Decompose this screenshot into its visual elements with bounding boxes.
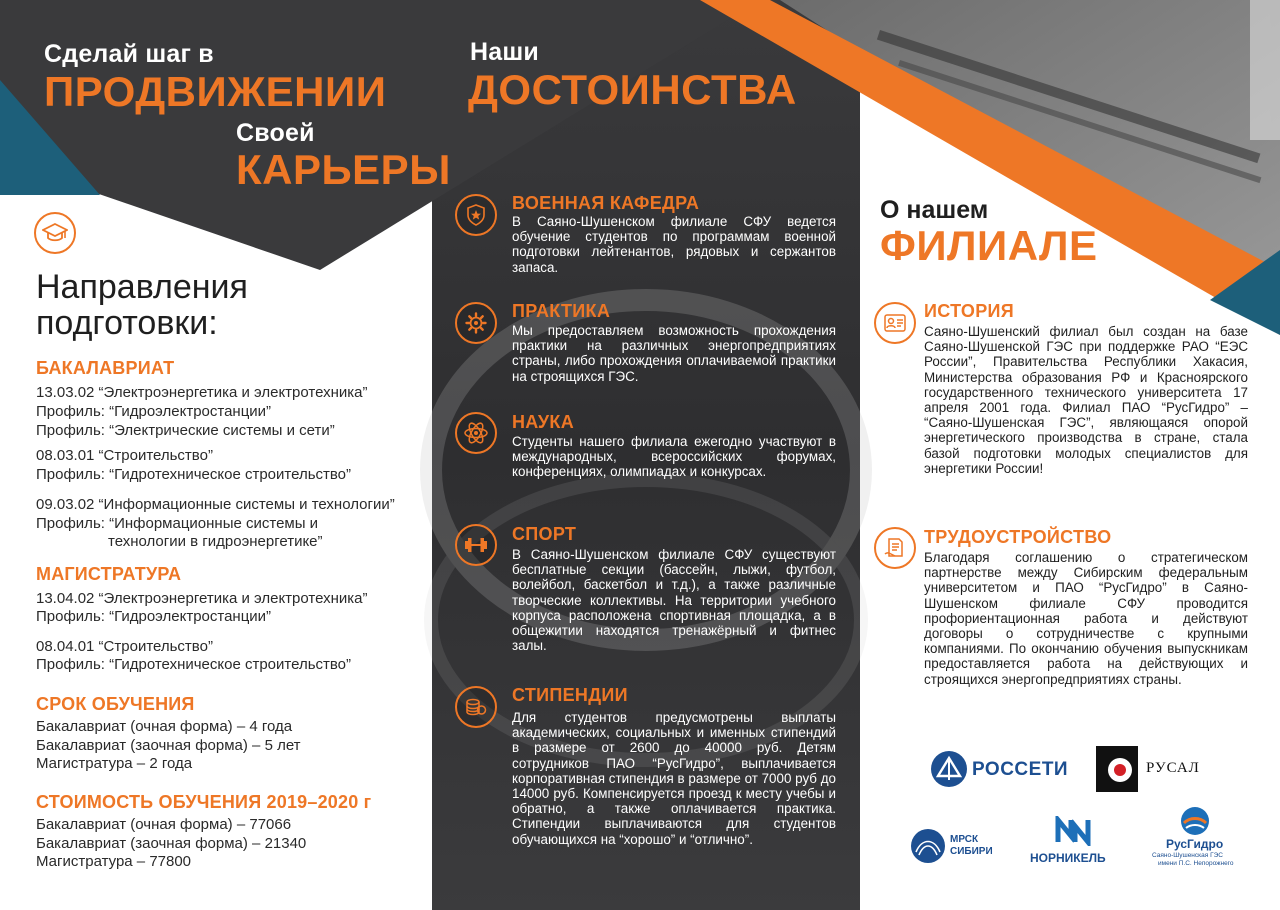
header-mid-line2: ДОСТОИНСТВА: [468, 66, 797, 113]
id-card-icon: [874, 302, 916, 344]
rusal-logo: [1096, 746, 1206, 792]
rushydro-emblem-icon: [1180, 806, 1210, 836]
duration-line: Бакалавриат (заочная форма) – 5 лет: [36, 737, 301, 754]
document-hand-icon: [874, 527, 916, 569]
section-title: ВОЕННАЯ КАФЕДРА: [512, 193, 700, 213]
rushydro-subtitle-1: Саяно-Шушенская ГЭС: [1152, 852, 1223, 859]
master-line: Профиль: “Гидроэлектростанции”: [36, 608, 272, 625]
graduation-cap-icon: [34, 212, 76, 254]
rusal-emblem-icon: [1096, 746, 1138, 792]
atom-icon: [455, 412, 497, 454]
section-title: ПРАКТИКА: [512, 301, 611, 321]
rushydro-logo: [1140, 806, 1250, 870]
nornickel-logo: [1030, 816, 1120, 868]
bachelor-line: 13.03.02 “Электроэнергетика и электротехника”: [36, 384, 368, 401]
duration-line: Бакалавриат (очная форма) – 4 года: [36, 718, 293, 735]
header-left-line3: Своей: [236, 119, 315, 147]
mrsk-line2: СИБИРИ: [950, 846, 993, 857]
section-text: Благодаря соглашению о стратегическом партнерстве между Сибирским федеральным университетом и ПАО “РусГидро” в Саяно-Шушенском филиале СФУ проводится профориентационная работа и действуют договоры о сотрудничестве с крупными компаниями. По окончанию обучения выпускникам предоставляется работа на действующих и строящихся энергопредприятиях страны.: [924, 550, 1248, 687]
nornickel-emblem-icon: [1054, 816, 1092, 846]
cost-line: Магистратура – 77800: [36, 853, 192, 870]
master-line: 13.04.02 “Электроэнергетика и электротехника”: [36, 590, 368, 607]
section-text: Саяно-Шушенский филиал был создан на базе Саяно-Шушенской ГЭС при поддержке РАО “ЕЭС России”, Правительства Республики Хакасия, Министерства образования РФ и Красноярского государственного технического университета 17 апреля 2001 года. Филиал ПАО “РусГидро” – “Саяно-Шушенская ГЭС”, являющаяся опорой энергетического производства в стране, стала базой подготовки молодых специалистов для энергетики России!: [924, 324, 1248, 476]
gear-icon: [455, 302, 497, 344]
bachelor-line: 08.03.01 “Строительство”: [36, 447, 213, 464]
rushydro-subtitle-2: имени П.С. Непорожнего: [1158, 860, 1234, 867]
header-right-line2: ФИЛИАЛЕ: [880, 222, 1098, 269]
section-text: Мы предоставляем возможность прохождения практики на различных энергопредприятиях страны, либо прохождения оплачиваемой практики на строящихся ГЭС.: [512, 323, 836, 384]
rosseti-logo: [930, 748, 1069, 790]
section-title: НАУКА: [512, 412, 574, 432]
cost-title: СТОИМОСТЬ ОБУЧЕНИЯ 2019–2020 г: [36, 792, 372, 812]
mrsk-sibiri-logo: [910, 826, 1010, 866]
section-text: В Саяно-Шушенском филиале СФУ существуют бесплатные секции (бассейн, лыжи, футбол, волейбол, баскетбол и т.д.), а также различные творческие коллективы. На территории учебного корпуса расположена спортивная площадка, а в общежитии находятся тренажёрный и фитнес залы.: [512, 547, 836, 654]
bachelor-line: Профиль: “Гидротехническое строительство”: [36, 466, 352, 483]
header-right-line1: О нашем: [880, 196, 989, 224]
coins-icon: [455, 686, 497, 728]
rosseti-emblem-icon: [930, 750, 968, 788]
dumbbell-icon: [455, 524, 497, 566]
header-mid-line1: Наши: [470, 38, 539, 66]
master-line: Профиль: “Гидротехническое строительство”: [36, 656, 352, 673]
header-left-line4: КАРЬЕРЫ: [236, 146, 451, 193]
section-title: ИСТОРИЯ: [924, 301, 1015, 321]
duration-title: СРОК ОБУЧЕНИЯ: [36, 694, 195, 714]
nornickel-wordmark: НОРНИКЕЛЬ: [1030, 851, 1106, 865]
mrsk-line1: МРСК: [950, 834, 979, 845]
section-title: СТИПЕНДИИ: [512, 685, 628, 705]
duration-line: Магистратура – 2 года: [36, 755, 193, 772]
bachelor-line: 09.03.02 “Информационные системы и технологии”: [36, 496, 395, 513]
header-left-line1: Сделай шаг в: [44, 40, 214, 68]
military-star-shield-icon: [455, 194, 497, 236]
rushydro-wordmark: РусГидро: [1166, 837, 1224, 851]
bachelor-line: Профиль: “Информационные системы и: [36, 515, 319, 532]
section-title: ТРУДОУСТРОЙСТВО: [924, 527, 1112, 547]
section-title: СПОРТ: [512, 524, 577, 544]
cost-line: Бакалавриат (очная форма) – 77066: [36, 816, 292, 833]
directions-title-line1: Направления: [36, 268, 248, 306]
section-text: Для студентов предусмотрены выплаты академических, социальных и именных стипендий в размере от 2600 до 40000 руб. Детям сотрудников ПАО “РусГидро”, выплачивается корпоративная стипендия в размере от 7000 руб до 14000 руб. Компенсируется проезд к месту учебы и обратно, а также оплачивается практика. Стипендии выплачиваются для студентов обучающихся на “хорошо” и “отлично”.: [512, 710, 836, 847]
bachelor-title: БАКАЛАВРИАТ: [36, 358, 175, 378]
bachelor-line: технологии в гидроэнергетике”: [108, 533, 323, 550]
header-left-line2: ПРОДВИЖЕНИИ: [44, 68, 387, 115]
mrsk-emblem-icon: [910, 828, 946, 864]
bachelor-line: Профиль: “Электрические системы и сети”: [36, 422, 335, 439]
cost-line: Бакалавриат (заочная форма) – 21340: [36, 835, 307, 852]
rosseti-wordmark: РОССЕТИ: [972, 759, 1069, 780]
section-text: В Саяно-Шушенском филиале СФУ ведется обучение студентов по программам военной подготовки лейтенантов, рядовых и сержантов запаса.: [512, 214, 836, 275]
rusal-wordmark: РУСАЛ: [1146, 760, 1200, 776]
section-text: Студенты нашего филиала ежегодно участвуют в международных, всероссийских форумах, конференциях, олимпиадах и конкурсах.: [512, 434, 836, 480]
bachelor-line: Профиль: “Гидроэлектростанции”: [36, 403, 272, 420]
directions-title-line2: подготовки:: [36, 304, 218, 342]
master-line: 08.04.01 “Строительство”: [36, 638, 213, 655]
master-title: МАГИСТРАТУРА: [36, 564, 182, 584]
